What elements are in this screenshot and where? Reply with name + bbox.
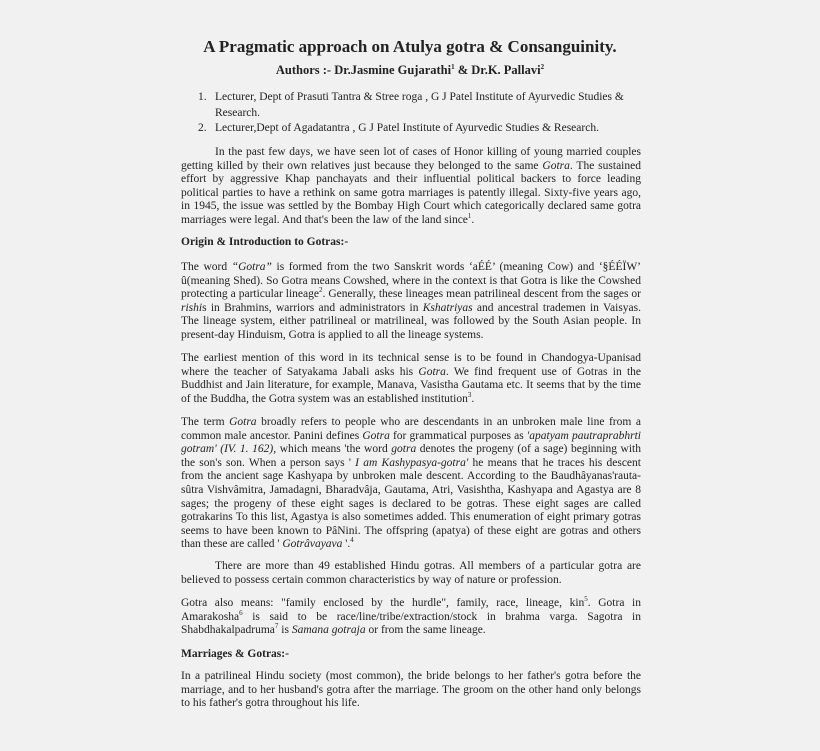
document-title: A Pragmatic approach on Atulya gotra & Consanguinity. <box>203 37 617 56</box>
authors-text-2: & Dr.K. Pallavi <box>454 63 541 77</box>
italic-run: Gotrâvayava <box>282 538 343 551</box>
origin-paragraph-3 <box>181 416 641 552</box>
text-run: The term <box>181 416 230 428</box>
footnote-marker: 1 <box>467 212 472 221</box>
italic-run: “Gotra” <box>231 261 272 273</box>
italic-run: Gotra <box>362 429 390 442</box>
text-run: s in Brahmins, warriors and administrators in <box>202 301 423 314</box>
text-run: . We find frequent use of Gotras in the Buddhist and Jain literature, for example, Manava, Vasistha Gautama etc. It seems that by the time of the Buddha, the Gotra system was an established institution <box>181 365 642 405</box>
text-run: which means 'the word <box>276 443 392 456</box>
text-run: The earliest mention of this word in its technical sense is to be found in Chandogya-Upanisad where the teacher of Satyakama Jabali asks his <box>181 352 641 378</box>
text-run: Gotra also means: "family enclosed by the hurdle", family, race, lineage, kin <box>181 597 585 609</box>
footnote-marker: 2 <box>318 286 323 295</box>
authors-line <box>0 63 820 78</box>
text-run: '. <box>342 538 351 551</box>
italic-run: Samana gotraja <box>291 624 366 637</box>
text-run: . The sustained effort by aggressive Khap panchayats and their influential political backers to force leading political parties to have a rethink on same gotra marriages is patently illegal. Sixty-five years ago, in 1945, the issue was settled by the Bombay High Court which categorically declared same gotra marriages were legal. And that's been the law of the land since <box>181 159 641 226</box>
text-run: . <box>471 392 475 405</box>
text-run: . Generally, these lineages mean patrilineal descent from the sages or <box>322 288 641 301</box>
italic-run: rishi <box>181 301 203 314</box>
text-run: is said to be race/line/tribe/extraction/stock in brahma varga. Sagotra in Shabdhakalpadruma <box>181 610 641 637</box>
text-run: or from the same lineage. <box>365 624 486 637</box>
affiliation-number: 1. <box>198 91 207 103</box>
text-run: denotes the progeny (of a sage) beginning with the son's son. When a person says ' <box>181 443 641 469</box>
text-run: . <box>471 213 475 226</box>
italic-run: Gotra <box>229 416 257 428</box>
text-run: is formed from the two Sanskrit words ‘aÉÉ’ (meaning Cow) and ‘§ÉÉÏW’ û(meaning Shed). So Gotra means Cowshed, where in the context is that Gotra is like the Cowshed protecting a particular lineage <box>181 261 641 301</box>
origin-paragraph-2 <box>181 352 641 406</box>
italic-run: Gotra <box>418 365 446 378</box>
footnote-marker: 4 <box>350 536 354 545</box>
text-run: and ancestral trademen in Vaisyas. The lineage system, either patrilineal or matrilineal, was followed by the South Asian people. In present-day Hinduism, Gotra is applied to all the lineage systems. <box>181 301 641 341</box>
footnote-marker: 7 <box>274 622 279 631</box>
marriage-paragraph-1: In a patrilineal Hindu society (most common), the bride belongs to her father's gotra before the marriage, and to her husband's gotra after the marriage. The groom on the other hand only belongs to his father's gotra throughout his life. <box>181 670 641 710</box>
italic-run: gotra <box>391 443 417 456</box>
affiliation-number: 2. <box>198 122 207 134</box>
heading-origin: Origin & Introduction to Gotras:- <box>181 236 349 248</box>
text-run: The word <box>181 261 232 273</box>
origin-paragraph-4: There are more than 49 established Hindu gotras. All members of a particular gotra are believed to possess certain common characteristics by way of nature or profession. <box>181 560 641 586</box>
author-1-marker: 1 <box>451 62 455 71</box>
text-run: for grammatical purposes as <box>389 429 527 442</box>
italic-run: I am Kashypasya-gotra' <box>355 456 469 469</box>
affiliation-1 <box>198 90 638 121</box>
text-run: is <box>278 624 292 637</box>
authors-text: Authors :- Dr.Jasmine Gujarathi <box>275 63 452 77</box>
author-2-marker: 2 <box>540 62 545 71</box>
affiliation-text: Lecturer,Dept of Agadatantra , G J Patel Institute of Ayurvedic Studies & Research. <box>215 122 599 134</box>
italic-run: Kshatriyas <box>422 301 473 314</box>
affiliation-2 <box>198 121 638 137</box>
italic-run: 'apatyam pautraprabhrti gotram' (IV. 1. 162), <box>181 429 641 456</box>
text-run: he means that he traces his descent from the ancient sage Kashyapa by unbroken male descent. According to the Baudhâyanas'rauta-sûtra Vishvâmitra, Jamadagni, Bharadvâja, Gautama, Atri, Vasishtha, Kashyapa and Agastya are 8 sages; the progeny of these eight sages is declared to be gotras. These eight sages are called gotrakarins To this list, Agastya is also sometimes added. This enumeration of eight primary gotras seems to have been known to PâNini. The offspring (apatya) of these eight are gotras and others than these are called ' <box>181 456 641 551</box>
footnote-marker: 3 <box>467 390 472 399</box>
text-run: . Gotra in Amarakosha <box>181 597 641 623</box>
affiliation-text: Lecturer, Dept of Prasuti Tantra & Stree roga , G J Patel Institute of Ayurvedic Studies & Research. <box>215 91 624 119</box>
text-run: broadly refers to people who are descendants in an unbroken male line from a common male ancestor. Panini defines <box>181 416 642 442</box>
footnote-marker: 5 <box>584 595 588 604</box>
origin-paragraph-5 <box>181 597 641 638</box>
text-run: In the past few days, we have seen lot of cases of Honor killing of young married couples getting killed by their own relatives just because they belonged to the same <box>181 146 641 172</box>
footnote-marker: 6 <box>239 608 243 617</box>
origin-paragraph-1 <box>181 261 641 343</box>
intro-paragraph <box>181 146 641 228</box>
heading-marriages: Marriages & Gotras:- <box>181 648 289 660</box>
italic-run: Gotra <box>542 159 570 172</box>
